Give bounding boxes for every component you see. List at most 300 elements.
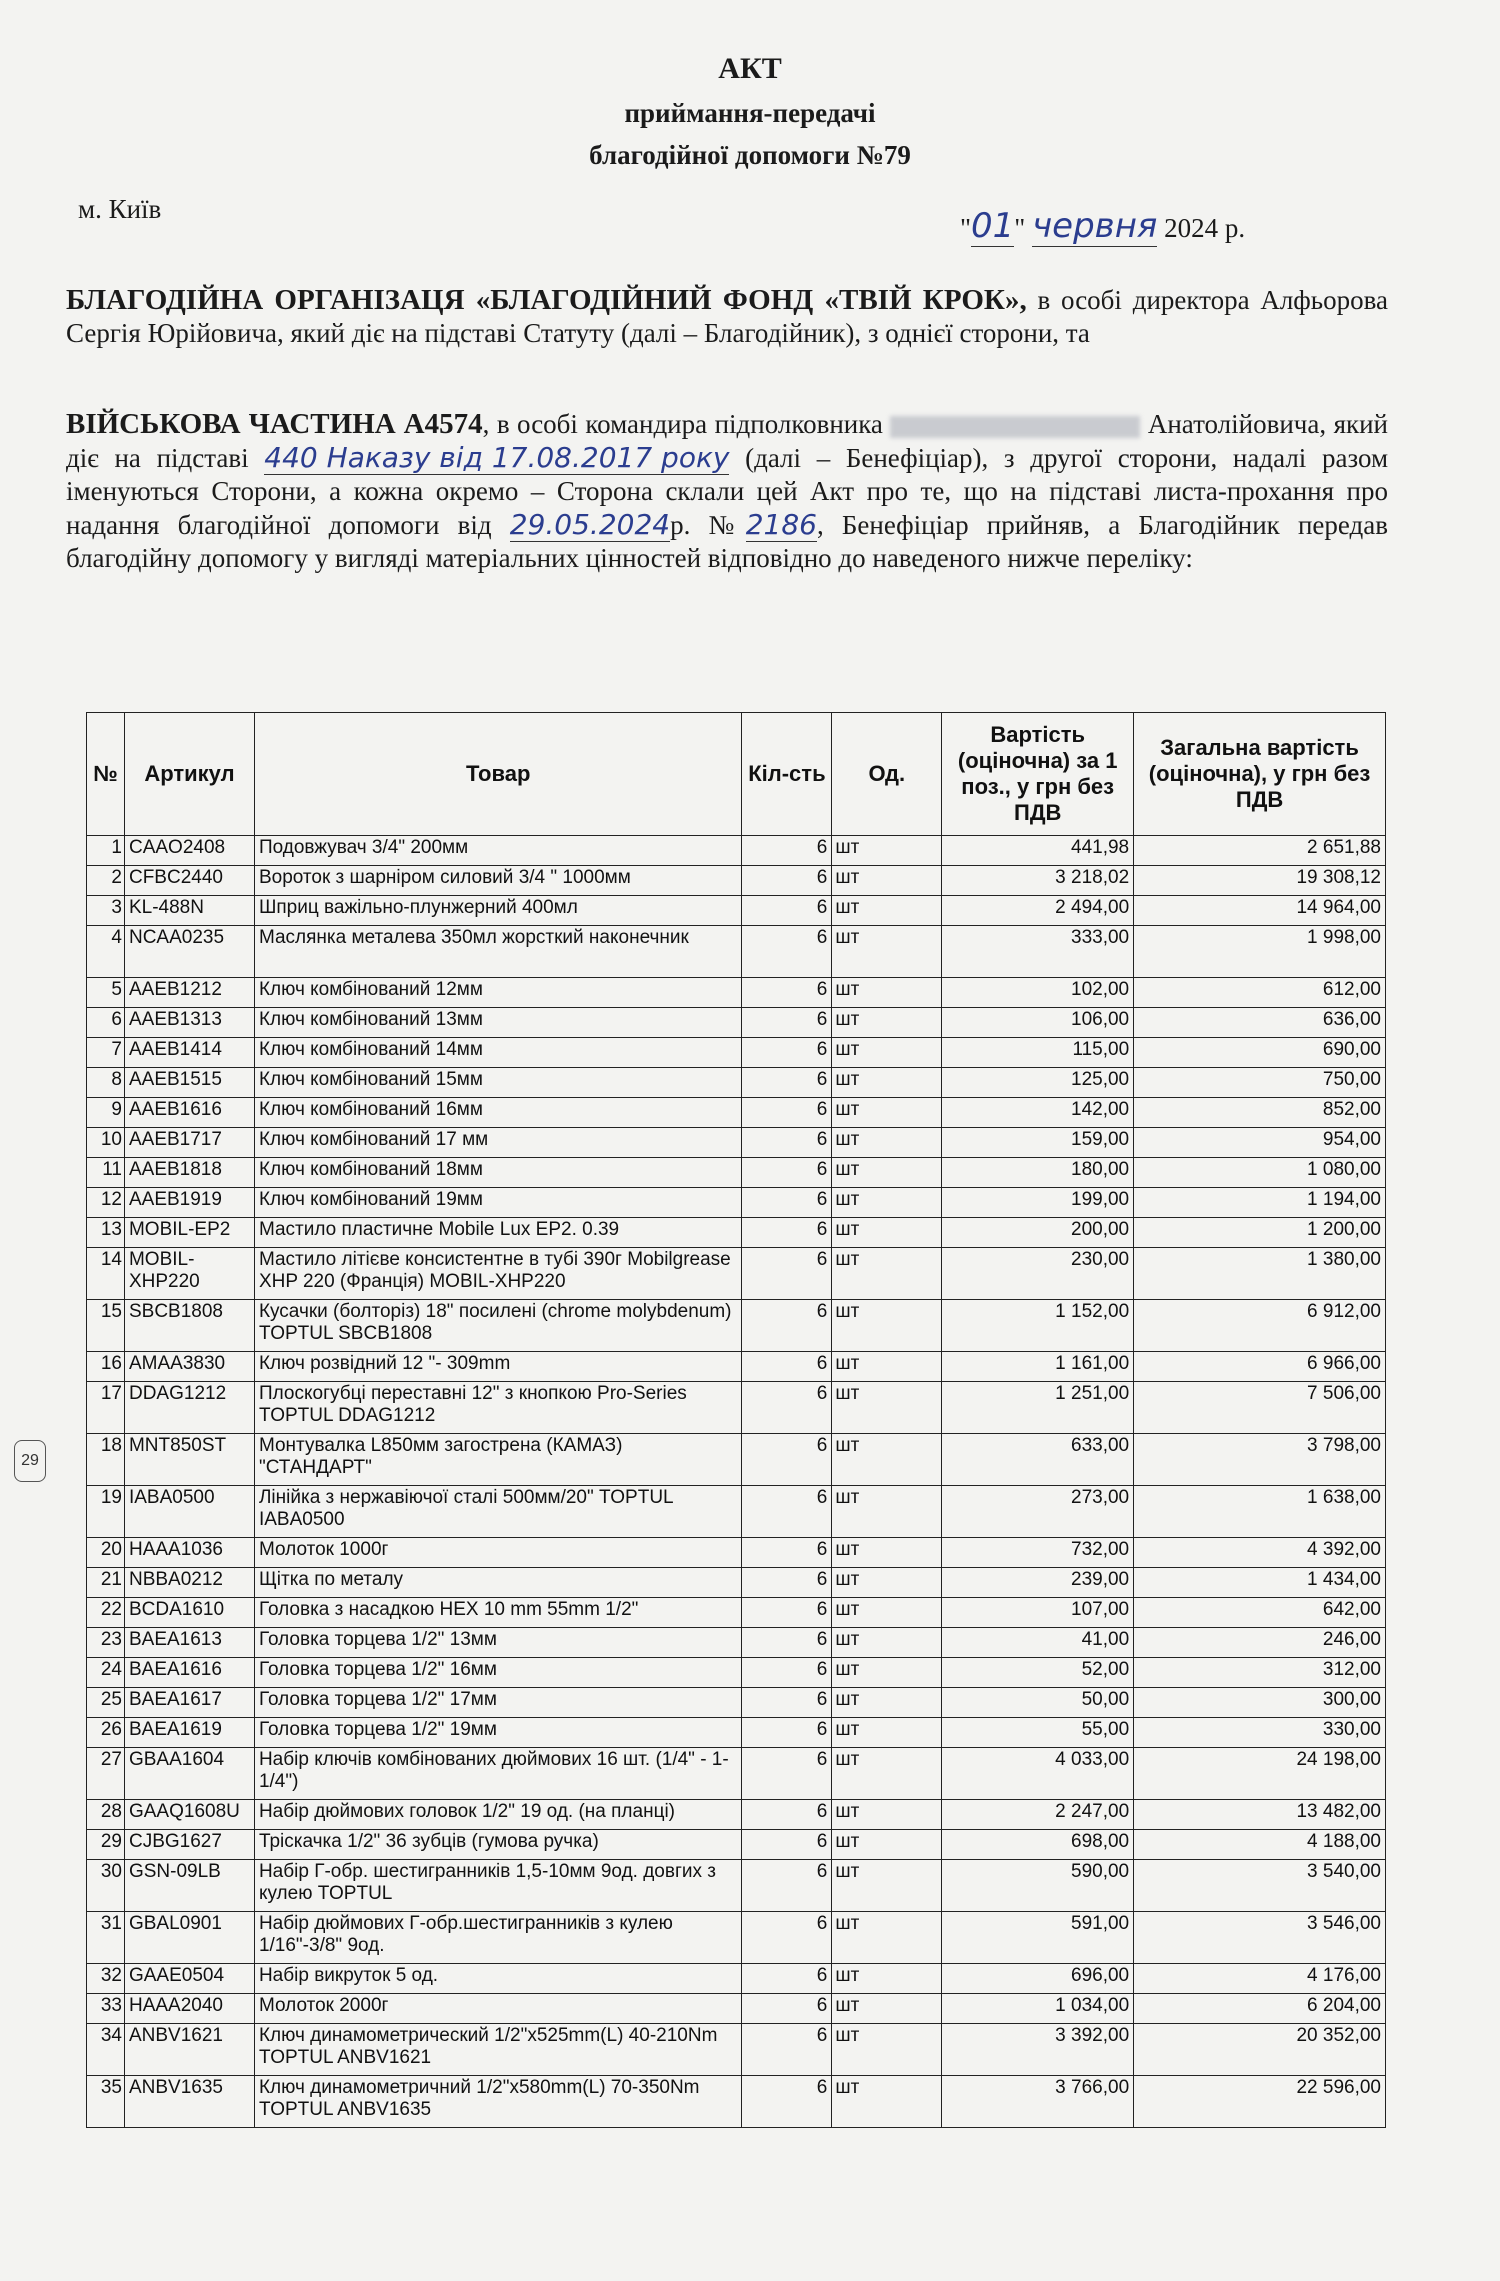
row-total: 24 198,00 xyxy=(1134,1748,1386,1800)
date-month: червня xyxy=(1032,206,1158,246)
row-product: Головка з насадкою HEX 10 mm 55mm 1/2" xyxy=(254,1598,742,1628)
row-number: 34 xyxy=(87,2024,125,2076)
row-sku: AAEB1818 xyxy=(124,1158,254,1188)
row-qty: 6 xyxy=(742,1830,832,1860)
table-row xyxy=(87,836,1386,866)
row-unit: шт xyxy=(832,1598,942,1628)
row-number: 19 xyxy=(87,1486,125,1538)
row-unit: шт xyxy=(832,1068,942,1098)
table-row xyxy=(87,1248,1386,1300)
row-number: 22 xyxy=(87,1598,125,1628)
row-sku: GBAL0901 xyxy=(124,1912,254,1964)
row-price: 333,00 xyxy=(942,926,1134,978)
row-price: 200,00 xyxy=(942,1218,1134,1248)
row-qty: 6 xyxy=(742,1912,832,1964)
row-number: 17 xyxy=(87,1382,125,1434)
row-unit: шт xyxy=(832,1188,942,1218)
row-product: Ключ динамометрический 1/2"x525mm(L) 40-210Nm TOPTUL ANBV1621 xyxy=(254,2024,742,2076)
beneficiary-text-2: Анатолійовича, який діє на підставі xyxy=(66,409,1389,473)
table-row xyxy=(87,2024,1386,2076)
table-row xyxy=(87,1912,1386,1964)
row-total: 1 080,00 xyxy=(1134,1158,1386,1188)
row-number: 27 xyxy=(87,1748,125,1800)
table-row xyxy=(87,1300,1386,1352)
row-sku: AAEB1616 xyxy=(124,1098,254,1128)
row-sku: KL-488N xyxy=(124,896,254,926)
row-unit: шт xyxy=(832,978,942,1008)
row-qty: 6 xyxy=(742,1598,832,1628)
row-total: 13 482,00 xyxy=(1134,1800,1386,1830)
redacted-name xyxy=(890,416,1140,438)
row-qty: 6 xyxy=(742,1994,832,2024)
row-product: Плоскогубці переставні 12" з кнопкою Pro-Series TOPTUL DDAG1212 xyxy=(254,1382,742,1434)
row-number: 9 xyxy=(87,1098,125,1128)
row-qty: 6 xyxy=(742,1038,832,1068)
row-sku: AAEB1313 xyxy=(124,1008,254,1038)
table-row xyxy=(87,896,1386,926)
row-total: 7 506,00 xyxy=(1134,1382,1386,1434)
header-price: Вартість (оціночна) за 1 поз., у грн без ПДВ xyxy=(942,713,1134,836)
row-total: 20 352,00 xyxy=(1134,2024,1386,2076)
row-number: 7 xyxy=(87,1038,125,1068)
row-total: 1 200,00 xyxy=(1134,1218,1386,1248)
row-price: 230,00 xyxy=(942,1248,1134,1300)
row-product: Вороток з шарніром силовий 3/4 " 1000мм xyxy=(254,866,742,896)
table-row xyxy=(87,2076,1386,2128)
row-number: 3 xyxy=(87,896,125,926)
row-product: Ключ комбінований 12мм xyxy=(254,978,742,1008)
row-total: 1 434,00 xyxy=(1134,1568,1386,1598)
row-product: Ключ комбінований 17 мм xyxy=(254,1128,742,1158)
row-qty: 6 xyxy=(742,1128,832,1158)
table-row xyxy=(87,1352,1386,1382)
row-qty: 6 xyxy=(742,1486,832,1538)
table-row xyxy=(87,1964,1386,1994)
row-total: 4 188,00 xyxy=(1134,1830,1386,1860)
table-row xyxy=(87,1598,1386,1628)
row-price: 4 033,00 xyxy=(942,1748,1134,1800)
document-subtitle-number: благодійної допомоги №79 xyxy=(589,140,911,170)
paragraph-beneficiary xyxy=(66,408,1388,575)
row-qty: 6 xyxy=(742,1382,832,1434)
row-qty: 6 xyxy=(742,1248,832,1300)
row-price: 273,00 xyxy=(942,1486,1134,1538)
document-date: "01" червня 2024 р. xyxy=(960,206,1246,246)
row-number: 11 xyxy=(87,1158,125,1188)
donor-org-name: БЛАГОДІЙНА ОРГАНІЗАЦЯ «БЛАГОДІЙНИЙ ФОНД «ТВІЙ КРОК», xyxy=(66,284,1027,316)
row-unit: шт xyxy=(832,1964,942,1994)
row-qty: 6 xyxy=(742,1068,832,1098)
row-sku: CJBG1627 xyxy=(124,1830,254,1860)
row-qty: 6 xyxy=(742,1964,832,1994)
row-sku: NBBA0212 xyxy=(124,1568,254,1598)
row-unit: шт xyxy=(832,1538,942,1568)
row-price: 55,00 xyxy=(942,1718,1134,1748)
row-sku: MNT850ST xyxy=(124,1434,254,1486)
row-number: 14 xyxy=(87,1248,125,1300)
row-qty: 6 xyxy=(742,1158,832,1188)
table-row xyxy=(87,866,1386,896)
row-unit: шт xyxy=(832,896,942,926)
row-price: 2 247,00 xyxy=(942,1800,1134,1830)
row-number: 8 xyxy=(87,1068,125,1098)
row-product: Щітка по металу xyxy=(254,1568,742,1598)
row-total: 22 596,00 xyxy=(1134,2076,1386,2128)
row-qty: 6 xyxy=(742,1008,832,1038)
date-day: 01 xyxy=(971,206,1015,246)
row-price: 3 766,00 xyxy=(942,2076,1134,2128)
row-product: Набір ключів комбінованих дюймових 16 шт. (1/4" - 1-1/4") xyxy=(254,1748,742,1800)
row-sku: GSN-09LB xyxy=(124,1860,254,1912)
row-number: 10 xyxy=(87,1128,125,1158)
header-total: Загальна вартість (оціночна), у грн без ПДВ xyxy=(1134,713,1386,836)
row-product: Подовжувач 3/4" 200мм xyxy=(254,836,742,866)
row-unit: шт xyxy=(832,1658,942,1688)
row-qty: 6 xyxy=(742,836,832,866)
row-number: 20 xyxy=(87,1538,125,1568)
row-price: 633,00 xyxy=(942,1434,1134,1486)
row-qty: 6 xyxy=(742,1748,832,1800)
row-product: Шприц важільно-плунжерний 400мл xyxy=(254,896,742,926)
row-unit: шт xyxy=(832,1568,942,1598)
row-unit: шт xyxy=(832,1800,942,1830)
row-price: 3 392,00 xyxy=(942,2024,1134,2076)
table-body xyxy=(87,836,1386,2128)
table-row xyxy=(87,1038,1386,1068)
row-unit: шт xyxy=(832,1628,942,1658)
row-product: Набір викруток 5 од. xyxy=(254,1964,742,1994)
table-row xyxy=(87,1098,1386,1128)
row-number: 23 xyxy=(87,1628,125,1658)
row-sku: IABA0500 xyxy=(124,1486,254,1538)
table-row xyxy=(87,1860,1386,1912)
row-number: 18 xyxy=(87,1434,125,1486)
row-price: 106,00 xyxy=(942,1008,1134,1038)
row-sku: DDAG1212 xyxy=(124,1382,254,1434)
row-number: 26 xyxy=(87,1718,125,1748)
table-row xyxy=(87,1538,1386,1568)
row-sku: MOBIL-EP2 xyxy=(124,1218,254,1248)
row-product: Головка торцева 1/2" 19мм xyxy=(254,1718,742,1748)
table-header-row xyxy=(87,713,1386,836)
beneficiary-text-3: (далі – Бенефіціар), з другої сторони, надалі разом іменуються Сторони, а кожна окремо – Сторона склали цей Акт про те, що на підставі листа-прохання про надання благодійної допомоги від xyxy=(66,443,1389,540)
row-number: 21 xyxy=(87,1568,125,1598)
row-number: 13 xyxy=(87,1218,125,1248)
table-row xyxy=(87,1188,1386,1218)
row-price: 1 152,00 xyxy=(942,1300,1134,1352)
row-number: 12 xyxy=(87,1188,125,1218)
row-total: 1 194,00 xyxy=(1134,1188,1386,1218)
table-row xyxy=(87,1158,1386,1188)
row-number: 31 xyxy=(87,1912,125,1964)
table-row xyxy=(87,1128,1386,1158)
table-row xyxy=(87,926,1386,978)
table-row xyxy=(87,1382,1386,1434)
row-product: Ключ комбінований 13мм xyxy=(254,1008,742,1038)
row-number: 28 xyxy=(87,1800,125,1830)
row-total: 6 966,00 xyxy=(1134,1352,1386,1382)
row-number: 2 xyxy=(87,866,125,896)
header-qty: Кіл-сть xyxy=(742,713,832,836)
row-total: 300,00 xyxy=(1134,1688,1386,1718)
row-qty: 6 xyxy=(742,1800,832,1830)
row-number: 4 xyxy=(87,926,125,978)
row-sku: ANBV1635 xyxy=(124,2076,254,2128)
handwritten-letter-number: 2186 xyxy=(745,508,817,541)
row-sku: GAAE0504 xyxy=(124,1964,254,1994)
row-product: Набір дюймових головок 1/2" 19 од. (на планці) xyxy=(254,1800,742,1830)
table-row xyxy=(87,1830,1386,1860)
row-unit: шт xyxy=(832,2024,942,2076)
row-product: Ключ комбінований 18мм xyxy=(254,1158,742,1188)
document-subtitle: приймання-передачі xyxy=(624,98,876,128)
row-qty: 6 xyxy=(742,1628,832,1658)
row-qty: 6 xyxy=(742,1658,832,1688)
donor-text: в особі директора Алфьорова Сергія Юрійовича, який діє на підставі Статуту (далі – Благодійник), з однієї сторони, та xyxy=(66,285,1388,348)
row-price: 102,00 xyxy=(942,978,1134,1008)
row-unit: шт xyxy=(832,1248,942,1300)
header-sku: Артикул xyxy=(124,713,254,836)
row-unit: шт xyxy=(832,1158,942,1188)
table-row xyxy=(87,1218,1386,1248)
table-row xyxy=(87,1628,1386,1658)
table-row xyxy=(87,1568,1386,1598)
row-qty: 6 xyxy=(742,1434,832,1486)
row-total: 3 798,00 xyxy=(1134,1434,1386,1486)
row-price: 591,00 xyxy=(942,1912,1134,1964)
items-table xyxy=(86,712,1386,2128)
row-unit: шт xyxy=(832,1300,942,1352)
row-product: Набір Г-обр. шестигранників 1,5-10мм 9од. довгих з кулею TOPTUL xyxy=(254,1860,742,1912)
row-qty: 6 xyxy=(742,1860,832,1912)
beneficiary-org-name: ВІЙСЬКОВА ЧАСТИНА А4574 xyxy=(66,408,483,440)
row-price: 1 161,00 xyxy=(942,1352,1134,1382)
table-row xyxy=(87,978,1386,1008)
row-sku: AAEB1515 xyxy=(124,1068,254,1098)
row-sku: BAEA1619 xyxy=(124,1718,254,1748)
row-unit: шт xyxy=(832,926,942,978)
row-sku: CFBC2440 xyxy=(124,866,254,896)
row-total: 4 176,00 xyxy=(1134,1964,1386,1994)
row-total: 312,00 xyxy=(1134,1658,1386,1688)
row-sku: GBAA1604 xyxy=(124,1748,254,1800)
row-total: 852,00 xyxy=(1134,1098,1386,1128)
row-qty: 6 xyxy=(742,1218,832,1248)
row-product: Мастило літієве консистентне в тубі 390г Mobilgrease XHP 220 (Франція) MOBIL-XHP220 xyxy=(254,1248,742,1300)
row-number: 1 xyxy=(87,836,125,866)
row-price: 3 218,02 xyxy=(942,866,1134,896)
row-product: Кусачки (болторіз) 18" посилені (chrome molybdenum) TOPTUL SBCB1808 xyxy=(254,1300,742,1352)
row-total: 3 546,00 xyxy=(1134,1912,1386,1964)
row-sku: BAEA1617 xyxy=(124,1688,254,1718)
row-price: 199,00 xyxy=(942,1188,1134,1218)
table-row xyxy=(87,1658,1386,1688)
row-sku: AAEB1212 xyxy=(124,978,254,1008)
row-product: Ключ комбінований 15мм xyxy=(254,1068,742,1098)
table-row xyxy=(87,1434,1386,1486)
row-unit: шт xyxy=(832,1352,942,1382)
row-total: 612,00 xyxy=(1134,978,1386,1008)
header-unit: Од. xyxy=(832,713,942,836)
row-product: Монтувалка L850мм загострена (КАМАЗ) "СТАНДАРТ" xyxy=(254,1434,742,1486)
row-price: 115,00 xyxy=(942,1038,1134,1068)
table-row xyxy=(87,1008,1386,1038)
row-product: Головка торцева 1/2" 16мм xyxy=(254,1658,742,1688)
row-number: 16 xyxy=(87,1352,125,1382)
table-row xyxy=(87,1486,1386,1538)
table-row xyxy=(87,1068,1386,1098)
row-sku: GAAQ1608U xyxy=(124,1800,254,1830)
table-row xyxy=(87,1748,1386,1800)
row-product: Головка торцева 1/2" 17мм xyxy=(254,1688,742,1718)
row-sku: BAEA1616 xyxy=(124,1658,254,1688)
row-unit: шт xyxy=(832,1912,942,1964)
row-product: Ключ комбінований 14мм xyxy=(254,1038,742,1068)
row-number: 33 xyxy=(87,1994,125,2024)
row-total: 2 651,88 xyxy=(1134,836,1386,866)
table-row xyxy=(87,1994,1386,2024)
row-unit: шт xyxy=(832,1486,942,1538)
row-price: 590,00 xyxy=(942,1860,1134,1912)
beneficiary-text-5: , Бенефіціар прийняв, а Благодійник передав благодійну допомогу у вигляді матеріальних цінностей відповідно до наведеного нижче переліку: xyxy=(66,510,1389,573)
row-number: 25 xyxy=(87,1688,125,1718)
row-qty: 6 xyxy=(742,2024,832,2076)
row-qty: 6 xyxy=(742,866,832,896)
row-product: Ключ комбінований 19мм xyxy=(254,1188,742,1218)
row-total: 1 380,00 xyxy=(1134,1248,1386,1300)
row-qty: 6 xyxy=(742,1688,832,1718)
beneficiary-text-1: , в особі командира підполковника xyxy=(482,409,883,439)
row-total: 642,00 xyxy=(1134,1598,1386,1628)
row-price: 180,00 xyxy=(942,1158,1134,1188)
row-total: 3 540,00 xyxy=(1134,1860,1386,1912)
row-qty: 6 xyxy=(742,926,832,978)
row-sku: SBCB1808 xyxy=(124,1300,254,1352)
row-price: 696,00 xyxy=(942,1964,1134,1994)
row-sku: AAEB1414 xyxy=(124,1038,254,1068)
row-unit: шт xyxy=(832,1688,942,1718)
row-unit: шт xyxy=(832,1128,942,1158)
row-number: 35 xyxy=(87,2076,125,2128)
row-sku: CAAO2408 xyxy=(124,836,254,866)
row-total: 1 638,00 xyxy=(1134,1486,1386,1538)
row-sku: BCDA1610 xyxy=(124,1598,254,1628)
table-row xyxy=(87,1718,1386,1748)
row-unit: шт xyxy=(832,836,942,866)
row-number: 29 xyxy=(87,1830,125,1860)
row-sku: AAEB1919 xyxy=(124,1188,254,1218)
row-sku: NCAA0235 xyxy=(124,926,254,978)
row-unit: шт xyxy=(832,1718,942,1748)
row-qty: 6 xyxy=(742,896,832,926)
row-price: 107,00 xyxy=(942,1598,1134,1628)
row-price: 1 251,00 xyxy=(942,1382,1134,1434)
row-sku: AMAA3830 xyxy=(124,1352,254,1382)
row-price: 50,00 xyxy=(942,1688,1134,1718)
row-qty: 6 xyxy=(742,1098,832,1128)
row-product: Ключ динамометричний 1/2"x580mm(L) 70-350Nm TOPTUL ANBV1635 xyxy=(254,2076,742,2128)
row-qty: 6 xyxy=(742,1300,832,1352)
row-qty: 6 xyxy=(742,1568,832,1598)
row-qty: 6 xyxy=(742,1718,832,1748)
row-total: 636,00 xyxy=(1134,1008,1386,1038)
handwritten-basis: 440 Наказу від 17.08.2017 року xyxy=(264,441,730,474)
row-unit: шт xyxy=(832,1748,942,1800)
row-sku: HAAA1036 xyxy=(124,1538,254,1568)
row-product: Молоток 1000г xyxy=(254,1538,742,1568)
row-product: Тріскачка 1/2" 36 зубців (гумова ручка) xyxy=(254,1830,742,1860)
date-year: 2024 р. xyxy=(1164,213,1246,243)
row-total: 19 308,12 xyxy=(1134,866,1386,896)
row-unit: шт xyxy=(832,1218,942,1248)
table-row xyxy=(87,1800,1386,1830)
table-row xyxy=(87,1688,1386,1718)
row-price: 732,00 xyxy=(942,1538,1134,1568)
row-unit: шт xyxy=(832,866,942,896)
row-qty: 6 xyxy=(742,1538,832,1568)
row-unit: шт xyxy=(832,1008,942,1038)
row-price: 698,00 xyxy=(942,1830,1134,1860)
row-sku: ANBV1621 xyxy=(124,2024,254,2076)
row-price: 239,00 xyxy=(942,1568,1134,1598)
row-unit: шт xyxy=(832,1382,942,1434)
row-total: 954,00 xyxy=(1134,1128,1386,1158)
row-price: 159,00 xyxy=(942,1128,1134,1158)
row-qty: 6 xyxy=(742,2076,832,2128)
row-price: 441,98 xyxy=(942,836,1134,866)
header-no: № xyxy=(87,713,125,836)
row-number: 15 xyxy=(87,1300,125,1352)
row-unit: шт xyxy=(832,2076,942,2128)
handwritten-letter-date: 29.05.2024 xyxy=(509,508,671,541)
row-sku: MOBIL-XHP220 xyxy=(124,1248,254,1300)
row-number: 5 xyxy=(87,978,125,1008)
row-price: 2 494,00 xyxy=(942,896,1134,926)
row-unit: шт xyxy=(832,1434,942,1486)
row-unit: шт xyxy=(832,1860,942,1912)
row-total: 750,00 xyxy=(1134,1068,1386,1098)
page-marker: 29 xyxy=(14,1440,46,1482)
row-unit: шт xyxy=(832,1098,942,1128)
row-total: 690,00 xyxy=(1134,1038,1386,1068)
row-product: Ключ розвідний 12 "- 309mm xyxy=(254,1352,742,1382)
row-number: 30 xyxy=(87,1860,125,1912)
row-product: Головка торцева 1/2" 13мм xyxy=(254,1628,742,1658)
row-qty: 6 xyxy=(742,978,832,1008)
row-product: Маслянка металева 350мл жорсткий наконечник xyxy=(254,926,742,978)
row-total: 330,00 xyxy=(1134,1718,1386,1748)
row-product: Молоток 2000г xyxy=(254,1994,742,2024)
row-price: 41,00 xyxy=(942,1628,1134,1658)
row-product: Мастило пластичне Mobile Lux EP2. 0.39 xyxy=(254,1218,742,1248)
beneficiary-text-4: р. № xyxy=(670,510,746,540)
row-unit: шт xyxy=(832,1830,942,1860)
row-price: 52,00 xyxy=(942,1658,1134,1688)
city: м. Київ xyxy=(78,194,162,224)
row-qty: 6 xyxy=(742,1352,832,1382)
row-price: 142,00 xyxy=(942,1098,1134,1128)
row-number: 6 xyxy=(87,1008,125,1038)
row-total: 246,00 xyxy=(1134,1628,1386,1658)
row-product: Ключ комбінований 16мм xyxy=(254,1098,742,1128)
row-sku: BAEA1613 xyxy=(124,1628,254,1658)
row-total: 1 998,00 xyxy=(1134,926,1386,978)
row-number: 24 xyxy=(87,1658,125,1688)
row-price: 125,00 xyxy=(942,1068,1134,1098)
row-qty: 6 xyxy=(742,1188,832,1218)
row-unit: шт xyxy=(832,1994,942,2024)
row-price: 1 034,00 xyxy=(942,1994,1134,2024)
